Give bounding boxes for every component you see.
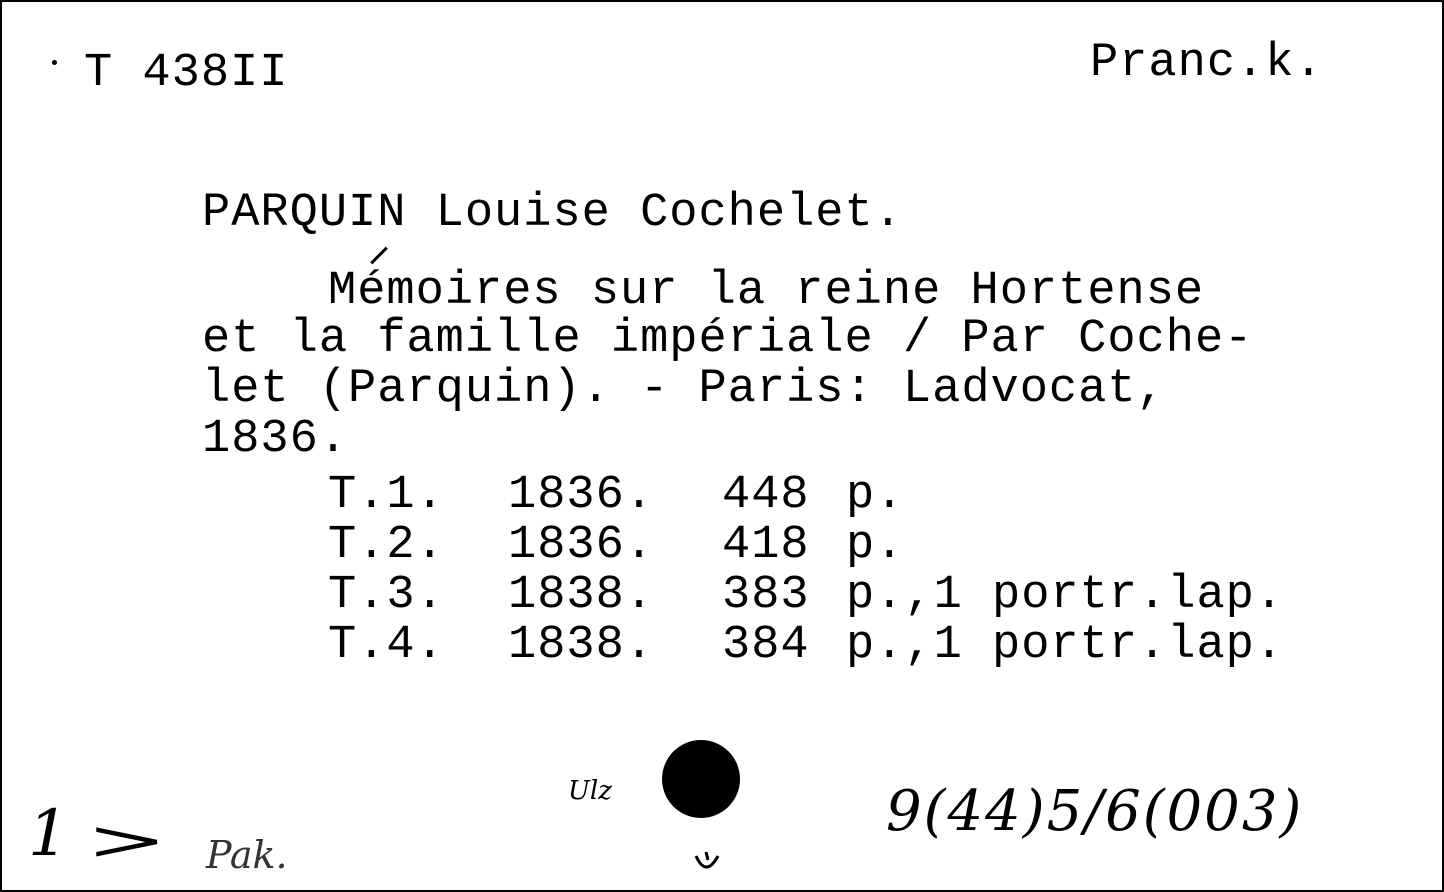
volume-extra: p.,1 portr.lap. bbox=[846, 619, 1285, 672]
volume-label: T.4. bbox=[328, 619, 445, 672]
volume-pages: 448 bbox=[722, 469, 810, 522]
handwritten-note: Pak. bbox=[206, 833, 288, 877]
volume-label: T.3. bbox=[328, 569, 445, 622]
handwritten-copies: 1 bbox=[28, 797, 69, 871]
call-number: T 438II bbox=[84, 47, 289, 100]
accent-mark bbox=[370, 247, 388, 265]
title-line-1: Mémoires sur la reine Hortense bbox=[328, 265, 1205, 318]
title-line-2: et la famille impériale / Par Coche- bbox=[202, 313, 1254, 366]
author-heading: PARQUIN Louise Cochelet. bbox=[202, 187, 903, 240]
volume-pages: 384 bbox=[722, 619, 810, 672]
title-line-4: 1836. bbox=[202, 413, 349, 466]
volume-pages: 418 bbox=[722, 519, 810, 572]
volume-extra: p.,1 portr.lap. bbox=[846, 569, 1285, 622]
handwritten-mark bbox=[688, 848, 728, 884]
volume-year: 1836. bbox=[508, 469, 655, 522]
margin-dot bbox=[52, 60, 57, 65]
handwritten-arrow: > bbox=[86, 809, 168, 872]
volume-year: 1838. bbox=[508, 569, 655, 622]
volume-extra: p. bbox=[846, 469, 905, 522]
volume-year: 1836. bbox=[508, 519, 655, 572]
volume-label: T.1. bbox=[328, 469, 445, 522]
handwritten-initials: Ulz bbox=[568, 776, 612, 806]
punch-hole bbox=[662, 740, 740, 818]
volume-label: T.2. bbox=[328, 519, 445, 572]
volume-extra: p. bbox=[846, 519, 905, 572]
location-mark: Pranc.k. bbox=[1090, 37, 1324, 90]
volume-pages: 383 bbox=[722, 569, 810, 622]
handwritten-classification: 9(44)5/6(003) bbox=[886, 779, 1304, 844]
volume-year: 1838. bbox=[508, 619, 655, 672]
title-line-3: let (Parquin). - Paris: Ladvocat, bbox=[202, 363, 1166, 416]
